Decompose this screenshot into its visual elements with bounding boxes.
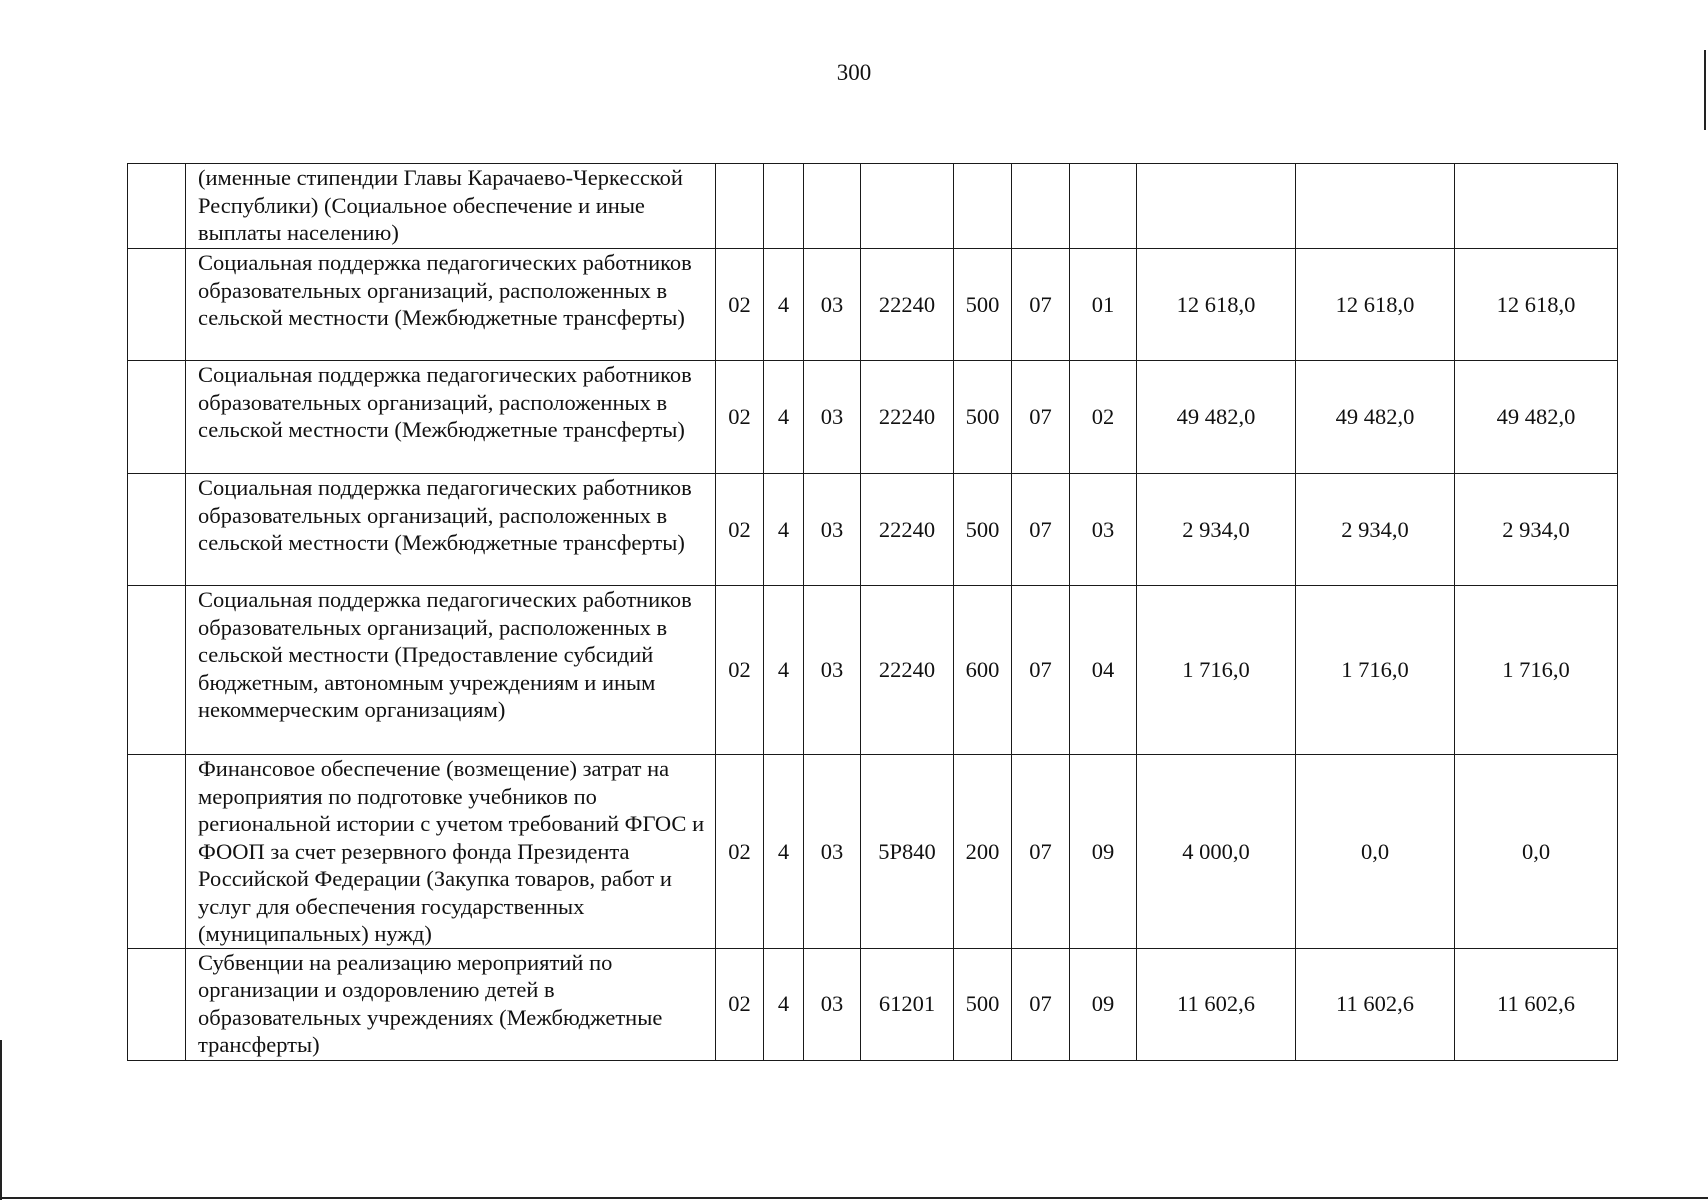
row-number-cell <box>128 948 186 1060</box>
subsection-cell: 03 <box>1070 474 1137 586</box>
sum-year-2-cell: 49 482,0 <box>1296 361 1455 474</box>
sum-year-1-cell: 2 934,0 <box>1137 474 1296 586</box>
table-row <box>128 164 1618 249</box>
item-name-cell: Социальная поддержка педагогических работников образовательных организаций, расположенных в сельской местности (Межбюджетные трансферты) <box>186 249 716 361</box>
expense-type-cell: 200 <box>954 755 1012 949</box>
table-row <box>128 249 1618 361</box>
item-name-cell: Социальная поддержка педагогических работников образовательных организаций, расположенных в сельской местности (Межбюджетные трансферты) <box>186 361 716 474</box>
expense-type-cell: 500 <box>954 249 1012 361</box>
sum-year-2-cell: 2 934,0 <box>1296 474 1455 586</box>
sum-year-1-cell: 11 602,6 <box>1137 948 1296 1060</box>
section-cell <box>1012 164 1070 249</box>
subprogram-code-cell: 4 <box>764 361 804 474</box>
item-name-cell: Социальная поддержка педагогических работников образовательных организаций, расположенных в сельской местности (Предоставление субсидий бюджетным, автономным учреждениям и иным некоммерческим организациям) <box>186 586 716 755</box>
direction-code-cell: 03 <box>804 586 861 755</box>
section-cell: 07 <box>1012 586 1070 755</box>
item-name-cell: Финансовое обеспечение (возмещение) затрат на мероприятия по подготовке учебников по региональной истории с учетом требований ФГОС и ФООП за счет резервного фонда Президента Российской Федерации (Закупка товаров, работ и услуг для обеспечения государственных (муниципальных) нужд) <box>186 755 716 949</box>
direction-code-cell <box>804 164 861 249</box>
direction-code-cell: 03 <box>804 755 861 949</box>
expense-code-cell: 5Р840 <box>861 755 954 949</box>
sum-year-1-cell: 12 618,0 <box>1137 249 1296 361</box>
scan-edge-mark-bottom <box>0 1197 1708 1199</box>
row-number-cell <box>128 164 186 249</box>
expense-type-cell <box>954 164 1012 249</box>
subsection-cell: 04 <box>1070 586 1137 755</box>
expense-type-cell: 500 <box>954 948 1012 1060</box>
section-cell: 07 <box>1012 948 1070 1060</box>
table-row <box>128 474 1618 586</box>
sum-year-3-cell: 0,0 <box>1455 755 1618 949</box>
section-cell: 07 <box>1012 361 1070 474</box>
sum-year-2-cell: 11 602,6 <box>1296 948 1455 1060</box>
sum-year-3-cell: 1 716,0 <box>1455 586 1618 755</box>
item-name-cell: Социальная поддержка педагогических работников образовательных организаций, расположенных в сельской местности (Межбюджетные трансферты) <box>186 474 716 586</box>
expense-code-cell <box>861 164 954 249</box>
row-number-cell <box>128 586 186 755</box>
expense-type-cell: 500 <box>954 474 1012 586</box>
expense-code-cell: 22240 <box>861 361 954 474</box>
row-number-cell <box>128 755 186 949</box>
sum-year-2-cell: 1 716,0 <box>1296 586 1455 755</box>
direction-code-cell: 03 <box>804 361 861 474</box>
table-row <box>128 586 1618 755</box>
subprogram-code-cell: 4 <box>764 249 804 361</box>
row-number-cell <box>128 474 186 586</box>
item-name-cell: Субвенции на реализацию мероприятий по организации и оздоровлению детей в образовательных учреждениях (Межбюджетные трансферты) <box>186 948 716 1060</box>
expense-code-cell: 61201 <box>861 948 954 1060</box>
budget-table <box>127 163 1618 1061</box>
program-code-cell: 02 <box>716 361 764 474</box>
sum-year-3-cell: 2 934,0 <box>1455 474 1618 586</box>
program-code-cell: 02 <box>716 249 764 361</box>
sum-year-3-cell <box>1455 164 1618 249</box>
page-number: 300 <box>836 60 872 85</box>
subprogram-code-cell: 4 <box>764 755 804 949</box>
subsection-cell: 09 <box>1070 755 1137 949</box>
table-row <box>128 755 1618 949</box>
subsection-cell: 02 <box>1070 361 1137 474</box>
sum-year-1-cell: 4 000,0 <box>1137 755 1296 949</box>
program-code-cell: 02 <box>716 755 764 949</box>
section-cell: 07 <box>1012 249 1070 361</box>
subprogram-code-cell: 4 <box>764 474 804 586</box>
section-cell: 07 <box>1012 474 1070 586</box>
sum-year-1-cell: 49 482,0 <box>1137 361 1296 474</box>
sum-year-3-cell: 11 602,6 <box>1455 948 1618 1060</box>
subsection-cell: 01 <box>1070 249 1137 361</box>
table-row <box>128 361 1618 474</box>
direction-code-cell: 03 <box>804 474 861 586</box>
row-number-cell <box>128 361 186 474</box>
expense-code-cell: 22240 <box>861 249 954 361</box>
item-name-cell: (именные стипендии Главы Карачаево-Черкесской Республики) (Социальное обеспечение и иные выплаты населению) <box>186 164 716 249</box>
scan-edge-mark-left <box>0 1040 2 1200</box>
program-code-cell: 02 <box>716 586 764 755</box>
sum-year-3-cell: 12 618,0 <box>1455 249 1618 361</box>
subprogram-code-cell: 4 <box>764 586 804 755</box>
expense-code-cell: 22240 <box>861 474 954 586</box>
sum-year-2-cell: 0,0 <box>1296 755 1455 949</box>
table-row <box>128 948 1618 1060</box>
row-number-cell <box>128 249 186 361</box>
scan-edge-mark-right <box>1704 50 1706 130</box>
table-body <box>128 164 1618 1061</box>
direction-code-cell: 03 <box>804 948 861 1060</box>
program-code-cell <box>716 164 764 249</box>
subsection-cell: 09 <box>1070 948 1137 1060</box>
section-cell: 07 <box>1012 755 1070 949</box>
sum-year-1-cell: 1 716,0 <box>1137 586 1296 755</box>
direction-code-cell: 03 <box>804 249 861 361</box>
sum-year-2-cell: 12 618,0 <box>1296 249 1455 361</box>
subprogram-code-cell <box>764 164 804 249</box>
expense-type-cell: 500 <box>954 361 1012 474</box>
expense-code-cell: 22240 <box>861 586 954 755</box>
program-code-cell: 02 <box>716 948 764 1060</box>
subsection-cell <box>1070 164 1137 249</box>
sum-year-1-cell <box>1137 164 1296 249</box>
sum-year-2-cell <box>1296 164 1455 249</box>
subprogram-code-cell: 4 <box>764 948 804 1060</box>
sum-year-3-cell: 49 482,0 <box>1455 361 1618 474</box>
expense-type-cell: 600 <box>954 586 1012 755</box>
program-code-cell: 02 <box>716 474 764 586</box>
